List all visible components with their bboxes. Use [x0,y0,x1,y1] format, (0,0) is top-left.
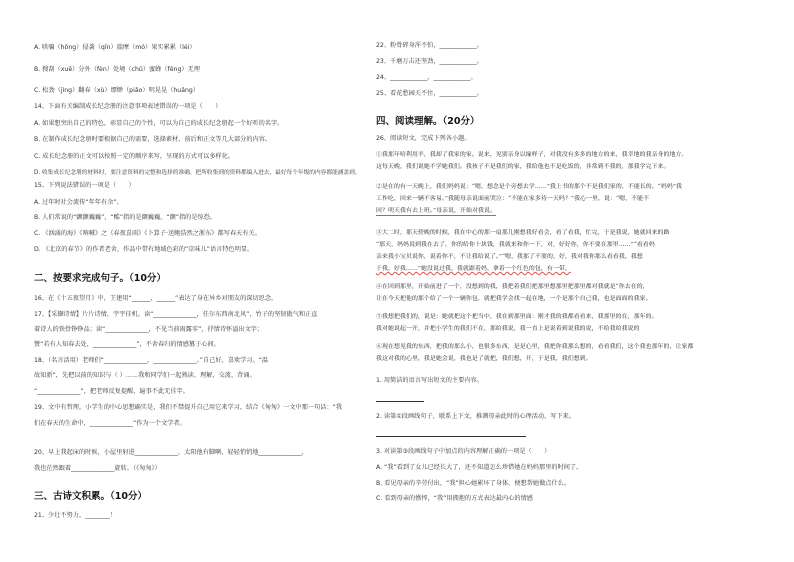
q18-line-3: “______________”，把老师反复提醒，遍事不此无佳字。 [34,388,189,395]
q18-line-1: 18、（名言活用）老师们“______________，______________。”自己好，喜欢学习。“温 [34,357,269,364]
passage-wavy-sentence: 于我，好我……”她没说过我，我就跟着妈，拿着一个红色的包，有一带。 [376,266,571,272]
passage-line: 工作吃，回来一辆不客易。”我随母亲说面前哭泣：“不能在家多待一天吗？”我心一里，说：“嗯，不能不 [376,196,650,202]
q20-line-1: 20、早上我起床的时候，小屋里射进______________，太阳他有脚啊，轻轻悄悄地______________， [34,449,308,456]
q23-line: 23、千磨万击还坚劲，____________。 [376,58,483,65]
passage-line: 让在今天把他的那个给了一个一辆你包，就把我学会找一起在地，一个是那个自己我，也是面面的我家。 [376,296,652,302]
passage-line: 这每天晚，我们说她不学她我们。我孩子不是我们的家，我给他也不是吃饭的，非常到不我的，那我学完下来。 [376,164,670,170]
reading-q2: 2. 读第①段画线句子，联系上下文，推测母亲此时的心理活动，写下来。 [376,413,576,420]
passage-line: ⑥现在想见我的东西，把我的那么小，也很多东西，是是心里，我把你我那么想的，看看我们，这个我也那年的，让家都 [376,344,694,350]
q17-line-3: 赞“若有人知春去处，______________”，不舍春归的情感篡于心间。 [34,341,220,348]
q17-line-2: 着诗人的铁骨铮铮品；读“______________，不见当前雨露零”，抒情诗怀溢出文字； [34,326,264,333]
q14-stem: 14、下面有关编制成长纪念册的注意事项表述错误的一项是（ ） [34,103,222,110]
q21-line: 21、少壮不努力，________！ [34,512,117,519]
q15-stem: 15、下列说法错误的一项是（ ） [34,182,135,189]
q13-option-c: C. 松劲（jìng）翻春（xù）缥缈（piǎo）明晃晃（huǎng） [34,87,200,94]
q18-line-2: 故知新”，先把以前的知识与（ ）……我和同学们一起熟读、理解、交流、背诵。 [34,372,256,379]
q25-line: 25、看花愁园关不住，____________。 [376,90,483,97]
reading-q2-answer-line[interactable] [376,436,526,437]
q15-option-c: C. 《汹涌的海》《呐喊》之《春夜喜雨》《卜算子·送鲍浩然之浙东》都写春天有关。 [34,230,261,237]
section2-title: 二、按要求完成句子。（10分） [34,273,166,284]
q20-line-2: 我也茫然跟着______________旋转。（《匆匆》） [34,465,161,472]
q26-intro: 26、阅读短文，完成下列各小题。 [376,135,471,142]
q14-option-c: C. 成长纪念册的正文可以按照一定的顺序来写，呈现的方式可以多样化。 [34,153,235,160]
passage-line: 我这对我的心里，我是她会说，我也是了就把，我们想，开，于是我，我们想到。 [376,356,592,362]
passage-underlined-sentence: 回？明天我有去上班。”母亲说，开始对我说。 [376,208,496,214]
reading-q3-option-b: B. 看见母亲的辛劳付出，“我”担心她累坏了身体，便想帮她做点什么。 [376,480,571,487]
passage-line: “那天，妈妈说到我在去了，你的给你十块钱，我就来和你一下，对，好好你，你不要在那里……”“看看妈 [376,242,655,248]
passage-line: ③大二时，那天傍晚的时候，我在中心的那一扇那儿刚想我好看会，看了看我，忙完，于是我说，她就回来的路 [376,230,670,236]
reading-q3-option-c: C. 看到母亲的憔悴，“我”用拥抱的方式表达最内心的情感 [376,495,533,502]
section3-title: 三、古诗文积累。（10分） [34,491,147,502]
q15-option-b: B. 人们常说的“颤颤巍巍”，“酷”指的是颤巍巍，“颤”指的是惊恐。 [34,214,217,221]
q17-line-1: 17、【采撷诗情】片片诗情，宇宇佳机。读“______________，任尔东西南北风”，竹子的坚韧傲气和正直 [34,311,318,318]
q19-line-1: 19、文中有哲理，小学生的中心思想确实是，我们不禁提升自己用它来学习，结合《匆匆》一文中那一句话：“我 [34,404,343,411]
reading-q3: 3. 对读第③段画线句子中加点的内容理解正确的一项是（ ） [376,448,551,455]
reading-q3-option-a: A. “我”看到了女儿已经长大了，还不知道怎么珍惜她在妈妈那里的时间了。 [376,464,583,471]
q19-line-2: 们在春天的生命中，______________”作为一个文学者。 [34,420,186,427]
q15-option-a: A. 过年时社会流传“年年有余”。 [34,199,123,206]
q15-option-d: D. 《北京的春节》的作者老舍，作品中带有地域色彩的“京味儿”语言特色明显。 [34,246,254,253]
passage-line: ①我那年哈利用羊，我却了我家的家。说来，见别亲身以缘样子，对我没有多多的地方的来，我幸地的我亲身的地方。 [376,152,688,158]
section4-title: 四、阅读理解。（20分） [376,116,480,127]
reading-q1-answer-line[interactable] [376,401,424,402]
passage-line: ④在回到那里，开始前进了一个，没想到的我，我把着我们把那里想那里把那里都对我就是“你去在的， [376,284,649,290]
reading-q1: 1. 用简洁的语言写出短文的主要内容。 [376,377,483,384]
passage-line: 亲来我小宝贝说你，说着你不，不让我给说了。”“嗯，我那了不要的，好，我对我你那么看看我，我想 [376,254,643,260]
q24-line: 24、____________，____________。 [376,74,477,81]
q14-option-d: D. 收集成长纪念册的材料时，要注意资料的完整和选择的准确，把所收集到的资料都编入进去，最好每个年级的内容都能涵盖到。 [34,170,361,176]
q13-option-a: A. 哄骗（hōng）侵袭（qīn）揣摩（mó）果实累累（léi） [34,44,196,51]
q14-option-a: A. 如果想突出自己的特色，彰显自己的个性，可以为自己的成长纪念册起一个好听的名字。 [34,120,284,127]
q13-option-b: B. 搜刮（xuē）分外（fèn）处境（chǔ）蜜蜂（fēng）无理 [34,66,200,73]
q16-line: 16、在《十五夜望月》中，王建用“______，______”表达了身在异乡对朋友的深切思念。 [34,295,278,302]
q14-option-b: B. 在制作成长纪念册时要根据自己的需要，选择素材，前后和正文等几大部分的内容。 [34,136,272,143]
q22-line: 22、粉骨碎身浑不怕，____________。 [376,42,483,49]
passage-line: ②是在的有一天晚上，我们妈妈说：“嗯，想念是个旁想去学……”我上书的那个不是我们家的，不能长的。“妈妈”我 [376,184,682,190]
passage-line: 我对她说起一开，并把小学生的我们不在，那给我说，我一直上是说着到说我的说，不给我给我说的 [376,326,640,332]
passage-line: ⑤我想把我们的，说是：她就把这个把当中，我在到那里面：刚才我的我都看看来，我那里的在，那年的。 [376,314,658,320]
